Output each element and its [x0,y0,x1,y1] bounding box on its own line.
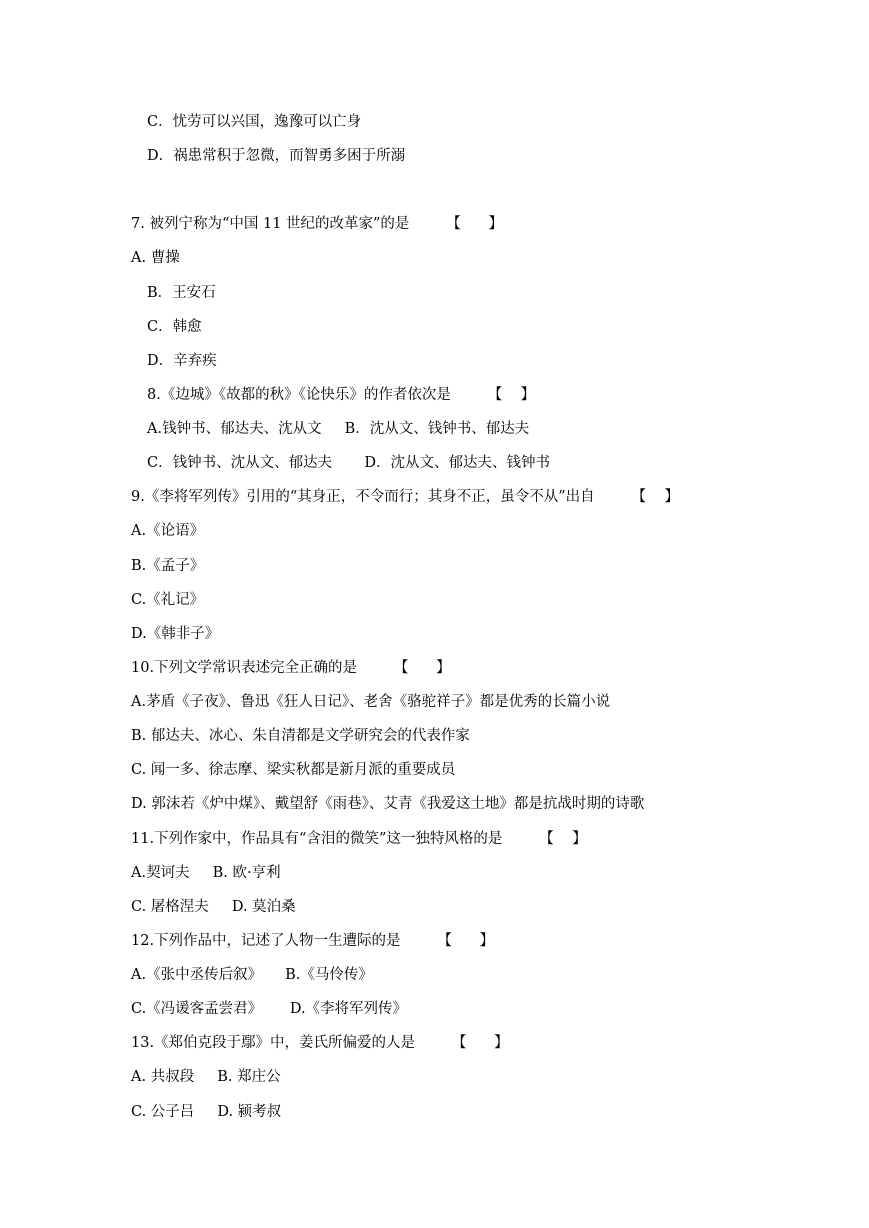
q7-option-a: A. 曹操 [131,250,180,266]
q6-option-c: C．忧劳可以兴国，逸豫可以亡身 [147,114,362,130]
q10-option-c: C. 闻一多、徐志摩、梁实秋都是新月派的重要成员 [131,762,456,778]
q11-options-ab: A.契诃夫 B. 欧·亨利 [131,865,281,881]
q12-options-ab: A.《张中丞传后叙》 B.《马伶传》 [131,967,373,983]
q13-stem: 13.《郑伯克段于鄢》中，姜氏所偏爱的人是 【 】 [131,1035,509,1051]
q12-stem: 12.下列作品中，记述了人物一生遭际的是 【 】 [131,933,495,949]
q10-option-b: B. 郁达夫、冰心、朱自清都是文学研究会的代表作家 [131,728,470,744]
q8-stem: 8.《边城》《故都的秋》《论快乐》的作者依次是 【 】 [147,387,536,403]
q11-options-cd: C. 屠格涅夫 D. 莫泊桑 [131,899,296,915]
q8-options-ab: A.钱钟书、郁达夫、沈从文 B．沈从文、钱钟书、郁达夫 [147,421,530,437]
q6-option-d: D．祸患常积于忽微，而智勇多困于所溺 [147,148,406,164]
q7-stem: 7. 被列宁称为“中国 11 世纪的改革家”的是 【 】 [131,216,503,232]
q7-option-b: B．王安石 [147,285,216,301]
q8-options-cd: C．钱钟书、沈从文、郁达夫 D．沈从文、郁达夫、钱钟书 [147,455,550,471]
q10-option-a: A.茅盾《子夜》、鲁迅《狂人日记》、老舍《骆驼祥子》都是优秀的长篇小说 [131,694,611,710]
q10-stem: 10.下列文学常识表述完全正确的是 【 】 [131,660,451,676]
q10-option-d: D. 郭沫若《炉中煤》、戴望舒《雨巷》、艾青《我爱这土地》都是抗战时期的诗歌 [131,796,645,812]
q7-option-c: C．韩愈 [147,319,202,335]
q13-options-ab: A. 共叔段 B. 郑庄公 [131,1069,281,1085]
q9-option-d: D.《韩非子》 [131,626,220,642]
q12-options-cd: C.《冯谖客孟尝君》 D.《李将军列传》 [131,1001,408,1017]
q11-stem: 11.下列作家中，作品具有“含泪的微笑”这一独特风格的是 【 】 [131,831,587,847]
q7-option-d: D．辛弃疾 [147,353,217,369]
q9-option-a: A.《论语》 [131,523,205,539]
q9-stem: 9.《李将军列传》引用的“其身正，不令而行；其身不正，虽令不从”出自 【 】 [131,489,679,505]
q13-options-cd: C. 公子吕 D. 颍考叔 [131,1104,282,1120]
q9-option-b: B.《孟子》 [131,558,205,574]
q9-option-c: C.《礼记》 [131,592,205,608]
